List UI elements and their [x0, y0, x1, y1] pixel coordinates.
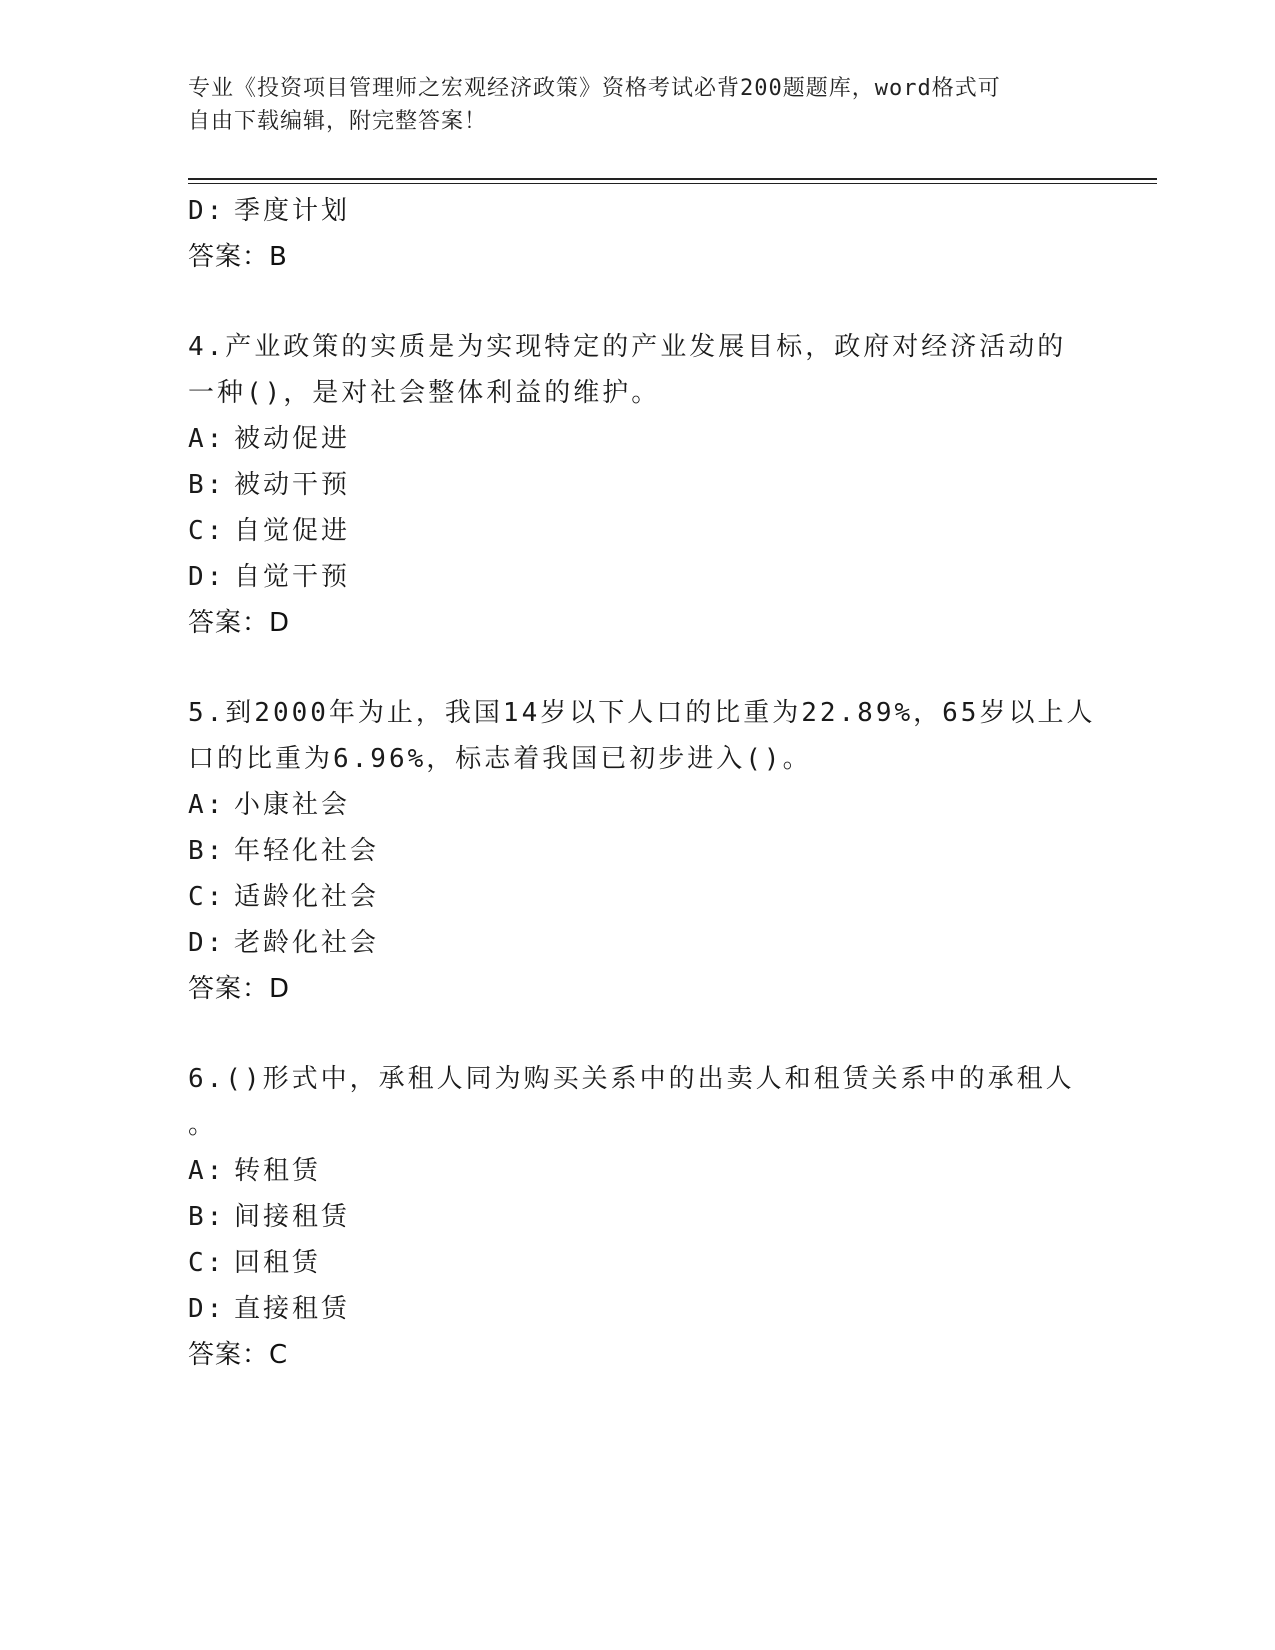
- option-c: [188, 1240, 1088, 1286]
- option-c: [188, 508, 1088, 554]
- question-list: [188, 188, 1096, 1378]
- option-label: D:: [188, 1294, 226, 1324]
- answer: 答案：C: [188, 1340, 289, 1370]
- option-a: [188, 1148, 1088, 1194]
- option-b: [188, 1194, 1088, 1240]
- option-d: [188, 1286, 1088, 1332]
- option-label: C:: [188, 1248, 226, 1278]
- header-divider: [188, 178, 1157, 180]
- option-a: [188, 782, 1088, 828]
- option-label: D:: [188, 196, 226, 226]
- question-5: [188, 690, 1096, 1012]
- option-text: 老龄化社会: [234, 928, 380, 958]
- option-label: A:: [188, 1156, 226, 1186]
- option-text: 回租赁: [234, 1248, 322, 1278]
- question-text-line-2: 口的比重为6.96%，标志着我国已初步进入()。: [188, 744, 812, 774]
- option-b: [188, 462, 1088, 508]
- header-line-2: 自由下载编辑，附完整答案！: [188, 109, 488, 134]
- option-text: 自觉干预: [234, 562, 351, 592]
- answer: 答案：D: [188, 974, 291, 1004]
- question-text-line-1: 5.到2000年为止，我国14岁以下人口的比重为22.89%，65岁以上人: [188, 698, 1096, 728]
- option-text: 间接租赁: [234, 1202, 351, 1232]
- option-text: 被动干预: [234, 470, 351, 500]
- option-d: [188, 554, 1088, 600]
- header-divider-thin: [188, 183, 1157, 184]
- answer: 答案：B: [188, 242, 288, 272]
- question-6: [188, 1056, 1088, 1378]
- option-text: 年轻化社会: [234, 836, 380, 866]
- option-c: [188, 874, 1088, 920]
- question-text-line-2: 一种()，是对社会整体利益的维护。: [188, 378, 661, 408]
- option-a: [188, 416, 1088, 462]
- option-label: D:: [188, 928, 226, 958]
- spacer: [188, 1012, 1088, 1056]
- spacer: [188, 646, 1088, 690]
- option-text: 自觉促进: [234, 516, 351, 546]
- spacer: [188, 280, 1088, 324]
- option-text: 小康社会: [234, 790, 351, 820]
- option-d: [188, 920, 1088, 966]
- option-text: 直接租赁: [234, 1294, 351, 1324]
- question-text-line-1: 4.产业政策的实质是为实现特定的产业发展目标，政府对经济活动的: [188, 332, 1067, 362]
- question-text-line-2: 。: [188, 1110, 218, 1140]
- option-label: C:: [188, 516, 226, 546]
- option-b: [188, 828, 1088, 874]
- option-text: 被动促进: [234, 424, 351, 454]
- option-label: A:: [188, 424, 226, 454]
- question-4: [188, 324, 1088, 646]
- option-label: B:: [188, 1202, 226, 1232]
- document-header: [188, 72, 1068, 138]
- question-text-line-1: 6.()形式中，承租人同为购买关系中的出卖人和租赁关系中的承租人: [188, 1064, 1075, 1094]
- header-line-1: 专业《投资项目管理师之宏观经济政策》资格考试必背200题题库，word格式可: [188, 76, 1001, 101]
- option-label: B:: [188, 836, 226, 866]
- answer: 答案：D: [188, 608, 291, 638]
- option-label: D:: [188, 562, 226, 592]
- option-text: 转租赁: [234, 1156, 322, 1186]
- option-d: [188, 188, 1088, 234]
- option-text: 季度计划: [234, 196, 351, 226]
- option-label: A:: [188, 790, 226, 820]
- option-label: B:: [188, 470, 226, 500]
- option-text: 适龄化社会: [234, 882, 380, 912]
- option-label: C:: [188, 882, 226, 912]
